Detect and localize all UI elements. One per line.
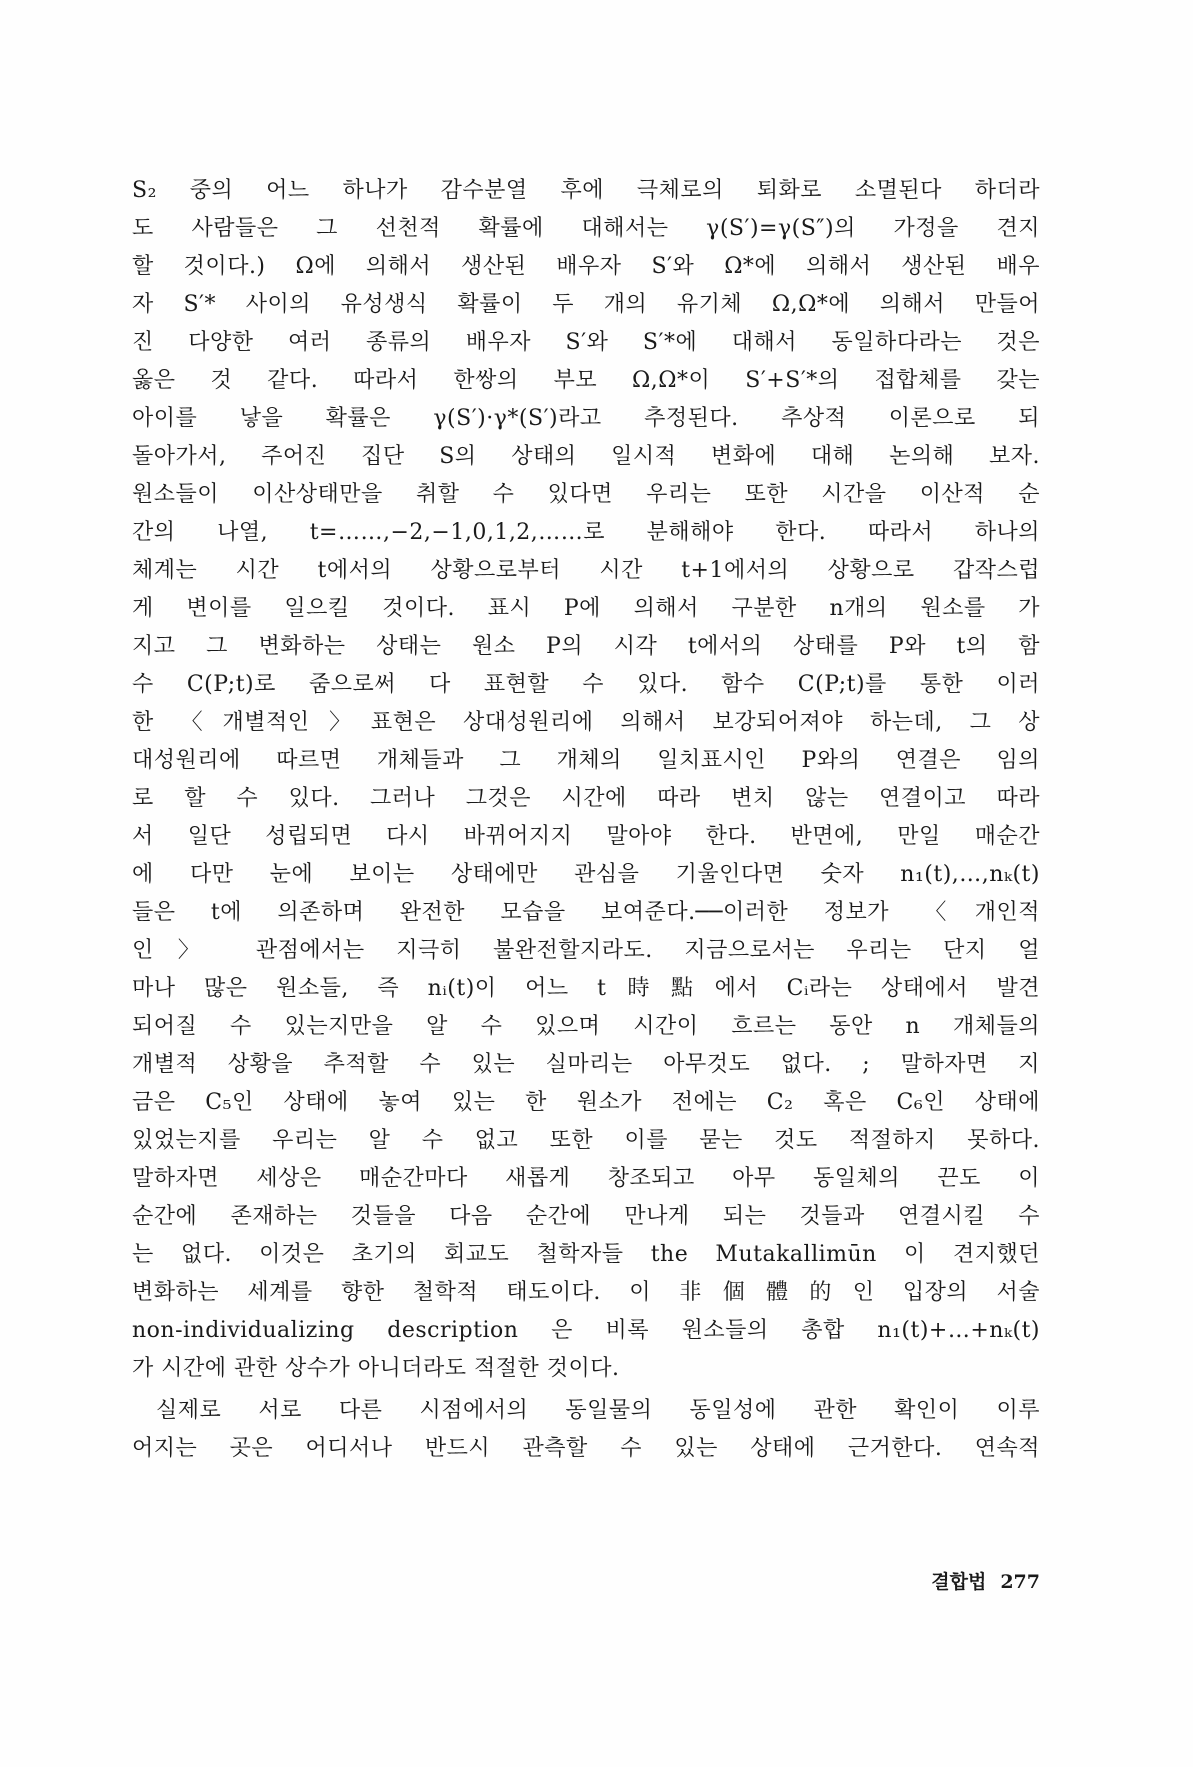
text-line: 게 변이를 일으킬 것이다. 표시 P에 의해서 구분한 n개의 원소를 가: [132, 596, 1040, 621]
text-line: 되어질 수 있는지만을 알 수 있으며 시간이 흐르는 동안 n 개체들의: [132, 1014, 1040, 1039]
text-line: 돌아가서, 주어진 집단 S의 상태의 일시적 변화에 대해 논의해 보자.: [132, 444, 1040, 469]
text-line: 수 C(P;t)로 줌으로써 다 표현할 수 있다. 함수 C(P;t)를 통한 이러: [132, 672, 1040, 697]
page-footer: [832, 1567, 1040, 1594]
text-line: 에 다만 눈에 보이는 상태에만 관심을 기울인다면 숫자 n₁(t),…,nₖ(t): [132, 862, 1040, 887]
text-line: 원소들이 이산상태만을 취할 수 있다면 우리는 또한 시간을 이산적 순: [132, 482, 1040, 507]
text-line: 진 다양한 여러 종류의 배우자 S′와 S′*에 대해서 동일하다라는 것은: [132, 330, 1040, 355]
body-text: [132, 172, 1040, 1468]
text-line: 들은 t에 의존하며 완전한 모습을 보여준다.──이러한 정보가 〈개인적: [132, 900, 1040, 925]
text-line: 할 것이다.) Ω에 의해서 생산된 배우자 S′와 Ω*에 의해서 생산된 배우: [132, 254, 1040, 279]
text-line: 지고 그 변화하는 상태는 원소 P의 시각 t에서의 상태를 P와 t의 함: [132, 634, 1040, 659]
text-line: 한 〈개별적인〉표현은 상대성원리에 의해서 보강되어져야 하는데, 그 상: [132, 710, 1040, 735]
text-line: S₂ 중의 어느 하나가 감수분열 후에 극체로의 퇴화로 소멸된다 하더라: [132, 178, 1040, 203]
text-line: 순간에 존재하는 것들을 다음 순간에 만나게 되는 것들과 연결시킬 수: [132, 1204, 1040, 1229]
text-line: 변화하는 세계를 향한 철학적 태도이다. 이 非個體的인 입장의 서술: [132, 1280, 1040, 1305]
text-line: 대성원리에 따르면 개체들과 그 개체의 일치표시인 P와의 연결은 임의: [132, 748, 1040, 773]
text-line: 옳은 것 같다. 따라서 한쌍의 부모 Ω,Ω*이 S′+S′*의 접합체를 갖는: [132, 368, 1040, 393]
text-line: 로 할 수 있다. 그러나 그것은 시간에 따라 변치 않는 연결이고 따라: [132, 786, 1040, 811]
text-line: 인〉 관점에서는 지극히 불완전할지라도. 지금으로서는 우리는 단지 얼: [132, 938, 1040, 963]
running-footer-chapter: 결합법: [931, 1571, 987, 1593]
text-line: 가 시간에 관한 상수가 아니더라도 적절한 것이다.: [132, 1356, 620, 1381]
text-line: 자 S′* 사이의 유성생식 확률이 두 개의 유기체 Ω,Ω*에 의해서 만들어: [132, 292, 1040, 317]
text-line: 개별적 상황을 추적할 수 있는 실마리는 아무것도 없다. ; 말하자면 지: [132, 1052, 1040, 1077]
text-line: 있었는지를 우리는 알 수 없고 또한 이를 묻는 것도 적절하지 못하다.: [132, 1128, 1040, 1153]
text-line: non-individualizing description 은 비록 원소들의 총합 n₁(t)+…+nₖ(t): [132, 1318, 1040, 1343]
text-line: 서 일단 성립되면 다시 바뀌어지지 말아야 한다. 반면에, 만일 매순간: [132, 824, 1040, 849]
text-line: 도 사람들은 그 선천적 확률에 대해서는 γ(S′)=γ(S″)의 가정을 견지: [132, 216, 1040, 241]
text-line: 는 없다. 이것은 초기의 회교도 철학자들 the Mutakallimūn 이 견지했던: [132, 1242, 1040, 1267]
page-number: 277: [1000, 1571, 1040, 1593]
text-line: 실제로 서로 다른 시점에서의 동일물의 동일성에 관한 확인이 이루: [156, 1398, 1040, 1423]
text-line: 간의 나열, t=……,−2,−1,0,1,2,……로 분해해야 한다. 따라서 하나의: [132, 520, 1040, 545]
text-line: 어지는 곳은 어디서나 반드시 관측할 수 있는 상태에 근거한다. 연속적: [132, 1436, 1040, 1461]
text-line: 금은 C₅인 상태에 놓여 있는 한 원소가 전에는 C₂ 혹은 C₆인 상태에: [132, 1090, 1040, 1115]
text-line: 마나 많은 원소들, 즉 nᵢ(t)이 어느 t時點에서 Cᵢ라는 상태에서 발견: [132, 976, 1040, 1001]
text-line: 아이를 낳을 확률은 γ(S′)·γ*(S′)라고 추정된다. 추상적 이론으로 되: [132, 406, 1040, 431]
text-line: 체계는 시간 t에서의 상황으로부터 시간 t+1에서의 상황으로 갑작스럽: [132, 558, 1040, 583]
text-line: 말하자면 세상은 매순간마다 새롭게 창조되고 아무 동일체의 끈도 이: [132, 1166, 1040, 1191]
